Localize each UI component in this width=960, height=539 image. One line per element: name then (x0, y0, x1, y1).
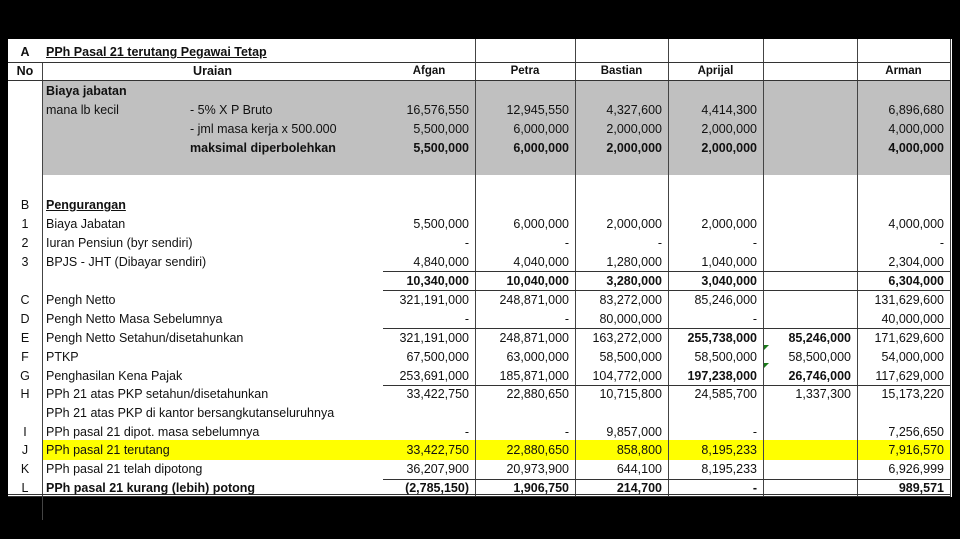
biaya-sub-label: - 5% X P Bruto (190, 103, 273, 117)
value-cell: - (752, 481, 757, 495)
row-label: Pengurangan (46, 198, 126, 212)
value-cell: - (752, 236, 757, 250)
value-cell: 248,871,000 (499, 331, 569, 345)
value-cell: 6,926,999 (888, 462, 944, 476)
value-cell: 22,880,650 (506, 443, 569, 457)
value-cell (575, 404, 668, 423)
value-cell: 26,746,000 (788, 369, 851, 383)
value-cell: - (564, 312, 569, 326)
header-employee-3: Aprijal (697, 65, 734, 77)
row-label: PPh pasal 21 telah dipotong (46, 462, 203, 476)
value-cell: 10,715,800 (599, 387, 662, 401)
value-cell: 4,000,000 (888, 141, 944, 155)
value-cell: - (939, 236, 944, 250)
biaya-sub-label: maksimal diperbolehkan (190, 141, 336, 155)
row-label: Pengh Netto (46, 293, 116, 307)
row-label: Pengh Netto Masa Sebelumnya (46, 312, 223, 326)
value-cell (763, 441, 857, 460)
value-cell: 33,422,750 (406, 387, 469, 401)
section-title: PPh Pasal 21 terutang Pegawai Tetap (46, 45, 267, 59)
value-cell: 24,585,700 (694, 387, 757, 401)
row-code: C (20, 293, 30, 307)
value-cell: 7,916,570 (888, 443, 944, 457)
value-cell: 58,500,000 (788, 350, 851, 364)
value-cell: 171,629,600 (874, 331, 944, 345)
spreadsheet[interactable] (8, 39, 952, 497)
value-cell: 6,304,000 (888, 274, 944, 288)
value-cell (763, 272, 857, 291)
value-cell: 58,500,000 (694, 350, 757, 364)
value-cell (475, 196, 575, 215)
value-cell (763, 139, 857, 158)
row-label: PPh 21 atas PKP setahun/disetahunkan (46, 387, 269, 401)
row-code (8, 272, 42, 291)
row-code: I (23, 425, 27, 439)
value-cell: 2,000,000 (701, 141, 757, 155)
error-indicator-icon (764, 363, 769, 368)
header-employee-4 (763, 62, 857, 81)
biaya-jabatan-heading: Biaya jabatan (46, 84, 127, 98)
value-cell (383, 196, 475, 215)
value-cell: 54,000,000 (881, 350, 944, 364)
value-cell (668, 404, 763, 423)
row-label: Iuran Pensiun (byr sendiri) (46, 236, 193, 250)
value-cell: 8,195,233 (701, 462, 757, 476)
row-label: Penghasilan Kena Pajak (46, 369, 183, 383)
row-code: L (21, 481, 29, 495)
value-cell: 2,000,000 (606, 217, 662, 231)
row-code: 1 (21, 217, 29, 231)
value-cell: 5,500,000 (413, 122, 469, 136)
row-label: PPh pasal 21 kurang (lebih) potong (46, 481, 256, 495)
value-cell: 20,973,900 (506, 462, 569, 476)
row-code: G (20, 369, 30, 383)
row-code: F (21, 350, 29, 364)
value-cell: 1,040,000 (701, 255, 757, 269)
header-no: No (16, 64, 34, 78)
value-cell (763, 479, 857, 498)
value-cell: 7,256,650 (888, 425, 944, 439)
value-cell: 117,629,000 (875, 369, 944, 383)
value-cell (383, 404, 475, 423)
value-cell: 12,945,550 (506, 103, 569, 117)
value-cell: 58,500,000 (599, 350, 662, 364)
header-employee-5: Arman (885, 65, 922, 77)
value-cell (763, 253, 857, 272)
value-cell: 1,280,000 (606, 255, 662, 269)
header-employee-0: Afgan (412, 65, 446, 77)
value-cell: 197,238,000 (687, 369, 757, 383)
value-cell: 15,173,220 (881, 387, 944, 401)
value-cell: 5,500,000 (413, 217, 469, 231)
value-cell: 2,000,000 (606, 141, 662, 155)
value-cell: 163,272,000 (592, 331, 662, 345)
value-cell: 4,000,000 (888, 122, 944, 136)
value-cell: 83,272,000 (599, 293, 662, 307)
value-cell: 6,000,000 (513, 122, 569, 136)
value-cell: 63,000,000 (506, 350, 569, 364)
row-code: D (20, 312, 30, 326)
row-code: H (20, 387, 30, 401)
value-cell (763, 196, 857, 215)
value-cell: 214,700 (616, 481, 662, 495)
value-cell: 5,500,000 (413, 141, 469, 155)
value-cell: - (464, 312, 469, 326)
value-cell: 67,500,000 (406, 350, 469, 364)
value-cell: 6,000,000 (513, 217, 569, 231)
value-cell: 104,772,000 (592, 369, 662, 383)
value-cell (763, 120, 857, 139)
value-cell (763, 291, 857, 310)
value-cell: 4,040,000 (513, 255, 569, 269)
value-cell: 248,871,000 (499, 293, 569, 307)
value-cell: 3,040,000 (701, 274, 757, 288)
value-cell: 10,340,000 (406, 274, 469, 288)
value-cell: 9,857,000 (606, 425, 662, 439)
row-label: PPh 21 atas PKP di kantor bersangkutanseluruhnya (46, 406, 335, 420)
column-border (42, 62, 43, 520)
value-cell (475, 404, 575, 423)
row-code: K (20, 462, 30, 476)
section-code: A (20, 45, 30, 59)
value-cell: 185,871,000 (499, 369, 569, 383)
value-cell: 6,896,680 (888, 103, 944, 117)
value-cell: 2,000,000 (606, 122, 662, 136)
biaya-label: mana lb kecil (46, 103, 119, 117)
column-border (950, 39, 951, 497)
value-cell: 858,800 (616, 443, 662, 457)
value-cell: 1,337,300 (795, 387, 851, 401)
value-cell: - (564, 425, 569, 439)
value-cell: - (752, 425, 757, 439)
row-label: PPh pasal 21 terutang (46, 443, 170, 457)
value-cell (763, 234, 857, 253)
value-cell: 80,000,000 (599, 312, 662, 326)
value-cell: - (564, 236, 569, 250)
row-label: Biaya Jabatan (46, 217, 126, 231)
value-cell: - (752, 312, 757, 326)
row-label: BPJS - JHT (Dibayar sendiri) (46, 255, 207, 269)
value-cell: 321,191,000 (399, 293, 469, 307)
value-cell: (2,785,150) (405, 481, 469, 495)
value-cell: 10,040,000 (506, 274, 569, 288)
value-cell: 4,414,300 (701, 103, 757, 117)
row-code: 2 (21, 236, 29, 250)
row-code: J (21, 443, 29, 457)
row-label: Pengh Netto Setahun/disetahunkan (46, 331, 244, 345)
header-uraian: Uraian (193, 64, 232, 78)
value-cell (763, 423, 857, 442)
value-cell: 131,629,600 (874, 293, 944, 307)
value-cell (763, 310, 857, 329)
value-cell (763, 404, 857, 423)
value-cell: 33,422,750 (406, 443, 469, 457)
header-employee-1: Petra (510, 65, 540, 77)
value-cell: 4,000,000 (888, 217, 944, 231)
row-label: PTKP (46, 350, 79, 364)
value-cell: 4,840,000 (413, 255, 469, 269)
row-code (8, 404, 42, 423)
biaya-sub-label: - jml masa kerja x 500.000 (190, 122, 337, 136)
value-cell: 644,100 (616, 462, 662, 476)
value-cell: 6,000,000 (513, 141, 569, 155)
value-cell: 22,880,650 (506, 387, 569, 401)
value-cell: 989,571 (898, 481, 944, 495)
value-cell: - (464, 425, 469, 439)
row-code: 3 (21, 255, 29, 269)
value-cell (575, 196, 668, 215)
value-cell (763, 215, 857, 234)
value-cell: 4,327,600 (606, 103, 662, 117)
value-cell: 253,691,000 (399, 369, 469, 383)
value-cell (668, 196, 763, 215)
value-cell: 8,195,233 (701, 443, 757, 457)
value-cell: 2,000,000 (701, 122, 757, 136)
value-cell: 2,000,000 (701, 217, 757, 231)
value-cell (763, 101, 857, 120)
value-cell (763, 460, 857, 479)
row-code: E (20, 331, 30, 345)
value-cell: 1,906,750 (513, 481, 569, 495)
row-label: PPh pasal 21 dipot. masa sebelumnya (46, 425, 260, 439)
value-cell: 3,280,000 (606, 274, 662, 288)
column-border (475, 39, 476, 62)
value-cell (857, 404, 950, 423)
value-cell: 85,246,000 (694, 293, 757, 307)
value-cell: - (464, 236, 469, 250)
error-indicator-icon (764, 345, 769, 350)
value-cell: - (657, 236, 662, 250)
value-cell: 16,576,550 (406, 103, 469, 117)
row-code: B (20, 198, 30, 212)
value-cell (857, 196, 950, 215)
value-cell: 85,246,000 (788, 331, 851, 345)
value-cell: 321,191,000 (399, 331, 469, 345)
value-cell: 2,304,000 (888, 255, 944, 269)
header-employee-2: Bastian (600, 65, 643, 77)
value-cell: 40,000,000 (881, 312, 944, 326)
value-cell: 36,207,900 (406, 462, 469, 476)
value-cell: 255,738,000 (687, 331, 757, 345)
